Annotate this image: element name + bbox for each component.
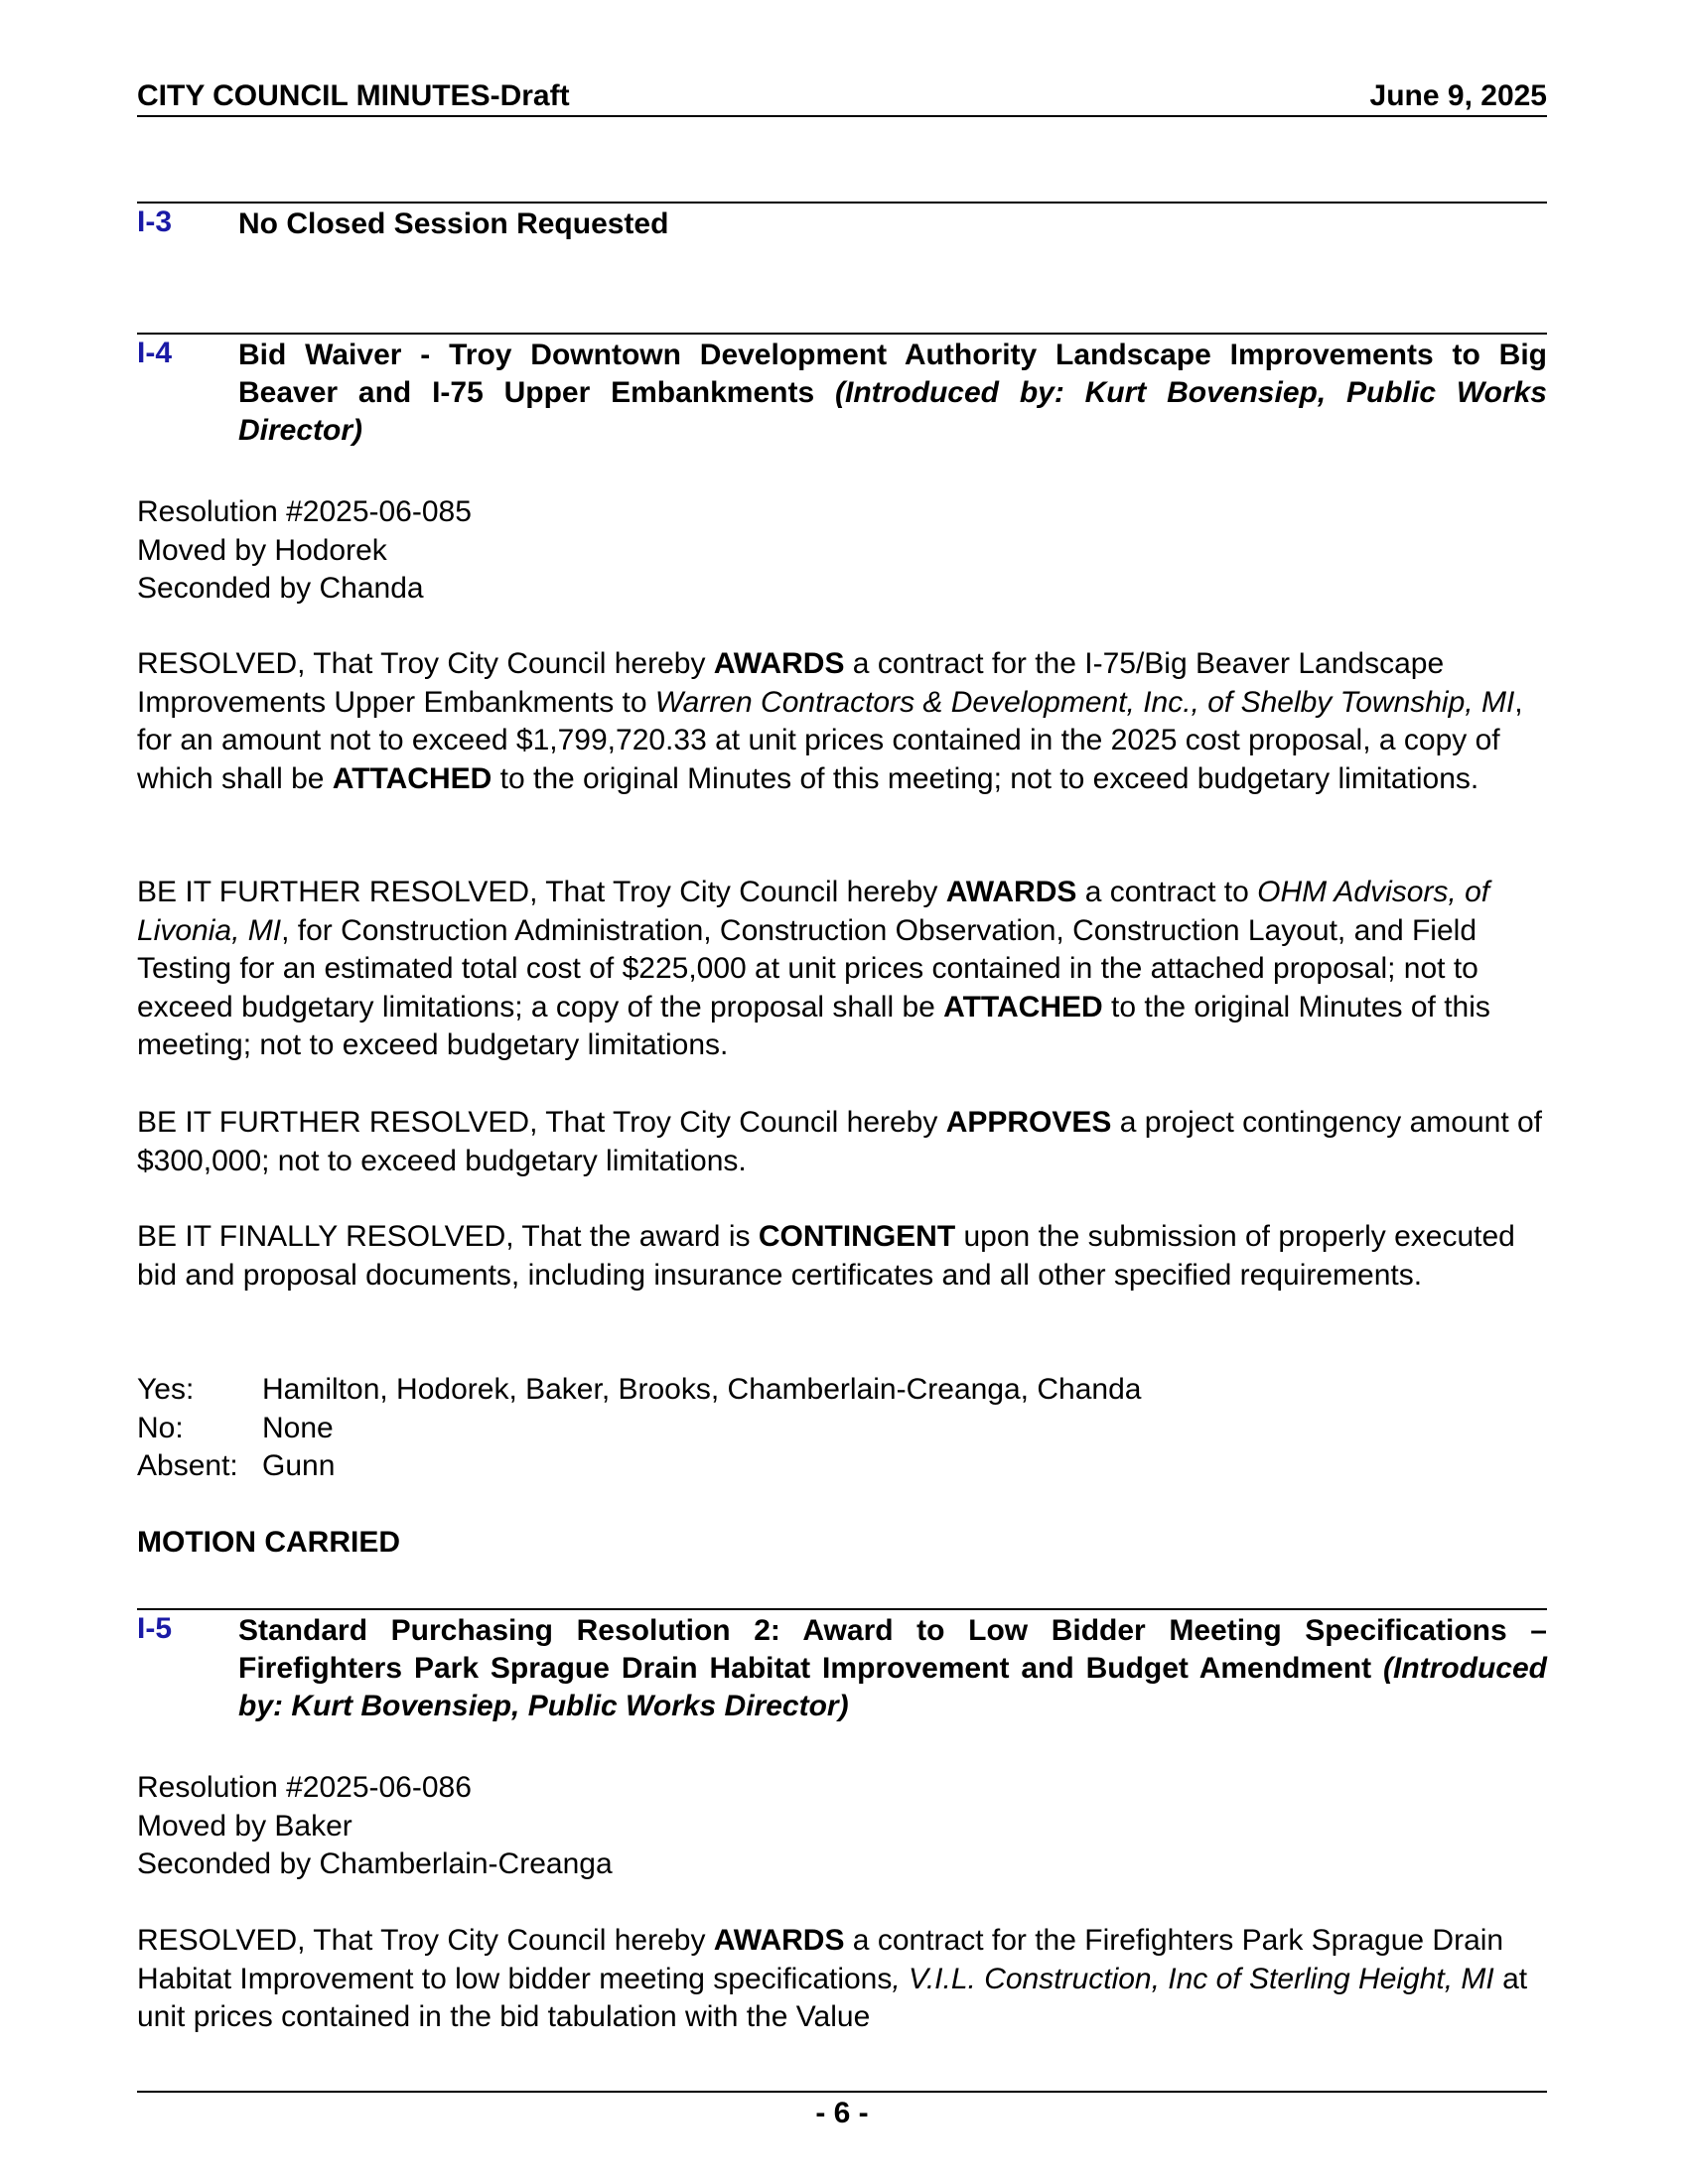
i5-paragraph-1: [137, 1922, 1547, 2037]
text: at unit prices contained in the bid tabulation with the Value: [137, 1962, 1528, 2033]
i4-paragraph-3: [137, 1104, 1547, 1180]
header-date: June 9, 2025: [1369, 79, 1547, 112]
section-title-text: No Closed Session Requested: [238, 207, 669, 240]
text: upon the submission of properly executed bid and proposal documents, including insurance certificates and all other specified requirements.: [137, 1220, 1515, 1292]
seconded-by: Seconded by Chanda: [137, 572, 424, 605]
text: RESOLVED, That Troy City Council hereby: [137, 647, 714, 680]
section-i5: [137, 1608, 1547, 1729]
vote-label: No:: [137, 1411, 184, 1444]
motion-result: MOTION CARRIED: [137, 1526, 400, 1559]
section-introducer: (Introduced by: Kurt Bovensiep, Public Works Director): [238, 1652, 1547, 1722]
section-title: [238, 205, 1547, 243]
header-title: CITY COUNCIL MINUTES-Draft: [137, 79, 570, 112]
i4-resolution-info: [137, 493, 1547, 609]
moved-by: Moved by Hodorek: [137, 533, 387, 567]
text: a project contingency amount of $300,000; not to exceed budgetary limitations.: [137, 1106, 1543, 1177]
vote-label: Yes:: [137, 1373, 195, 1406]
emphasis: ATTACHED: [943, 990, 1103, 1024]
text: BE IT FINALLY RESOLVED, That the award is: [137, 1220, 759, 1253]
i4-paragraph-4: [137, 1218, 1547, 1295]
text: to the original Minutes of this meeting; not to exceed budgetary limitations.: [492, 761, 1479, 795]
contractor-name: , V.I.L. Construction, Inc of Sterling Height, MI: [892, 1962, 1494, 1995]
page-number: - 6 -: [815, 2097, 869, 2129]
vote-names: Gunn: [262, 1449, 336, 1482]
footer-rule: [137, 2091, 1547, 2093]
section-i4: [137, 333, 1547, 454]
section-number: I-3: [137, 205, 173, 238]
text: a contract for the I-75/Big Beaver Landscape Improvements Upper Embankments to: [137, 647, 1445, 719]
emphasis: ATTACHED: [332, 761, 492, 795]
text: BE IT FURTHER RESOLVED, That Troy City Council hereby: [137, 1106, 946, 1139]
text: a contract for the Firefighters Park Sprague Drain Habitat Improvement to low bidder meeting specifications: [137, 1924, 1504, 1995]
i4-paragraph-2: [137, 874, 1547, 1065]
emphasis: AWARDS: [945, 876, 1077, 908]
moved-by: Moved by Baker: [137, 1809, 352, 1843]
section-title: [238, 337, 1547, 450]
emphasis: AWARDS: [713, 1924, 845, 1957]
text: RESOLVED, That Troy City Council hereby: [137, 1924, 714, 1957]
i4-paragraph-1: [137, 645, 1547, 798]
text: , for Construction Administration, Construction Observation, Construction Layout, and Field Testing for an estimated total cost of $225,000 at unit prices contained in the attached proposal; not to exceed budgetary limitations; a copy of the proposal shall be: [137, 913, 1478, 1024]
page-header: [137, 79, 1547, 117]
section-title-text: Bid Waiver - Troy Downtown Development Authority Landscape Improvements to Big Beaver and I-75 Upper Embankments: [238, 339, 1547, 409]
section-title-text: Standard Purchasing Resolution 2: Award to Low Bidder Meeting Specifications – Firefighters Park Sprague Drain Habitat Improvement and Budget Amendment: [238, 1614, 1547, 1685]
vote-absent: [137, 1447, 1547, 1486]
vote-names: None: [262, 1411, 334, 1444]
i5-resolution-info: [137, 1769, 1547, 1884]
emphasis: AWARDS: [713, 647, 845, 680]
vote-yes: [137, 1371, 1547, 1410]
document-page: [137, 0, 1547, 2184]
vote-names: Hamilton, Hodorek, Baker, Brooks, Chamberlain-Creanga, Chanda: [262, 1373, 1142, 1406]
resolution-number: Resolution #2025-06-086: [137, 1771, 472, 1804]
text: a contract to: [1076, 876, 1258, 908]
section-number: I-4: [137, 337, 173, 369]
section-i3: [137, 202, 1547, 263]
emphasis: APPROVES: [945, 1106, 1112, 1139]
section-title: [238, 1612, 1547, 1725]
section-introducer: (Introduced by: Kurt Bovensiep, Public Works Director): [238, 376, 1547, 447]
text: BE IT FURTHER RESOLVED, That Troy City Council hereby: [137, 876, 946, 908]
text: to the original Minutes of this meeting; not to exceed budgetary limitations.: [137, 990, 1490, 1061]
section-number: I-5: [137, 1612, 173, 1645]
seconded-by: Seconded by Chamberlain-Creanga: [137, 1847, 613, 1880]
vote-no: [137, 1410, 1547, 1448]
contractor-name: OHM Advisors, of Livonia, MI: [137, 876, 1490, 947]
contractor-name: Warren Contractors & Development, Inc., of Shelby Township, MI: [654, 685, 1515, 719]
vote-label: Absent:: [137, 1449, 238, 1482]
resolution-number: Resolution #2025-06-085: [137, 495, 472, 528]
emphasis: CONTINGENT: [758, 1220, 956, 1253]
i4-votes: [137, 1371, 1547, 1486]
text: , for an amount not to exceed $1,799,720.33 at unit prices contained in the 2025 cost proposal, a copy of which shall be: [137, 685, 1523, 795]
